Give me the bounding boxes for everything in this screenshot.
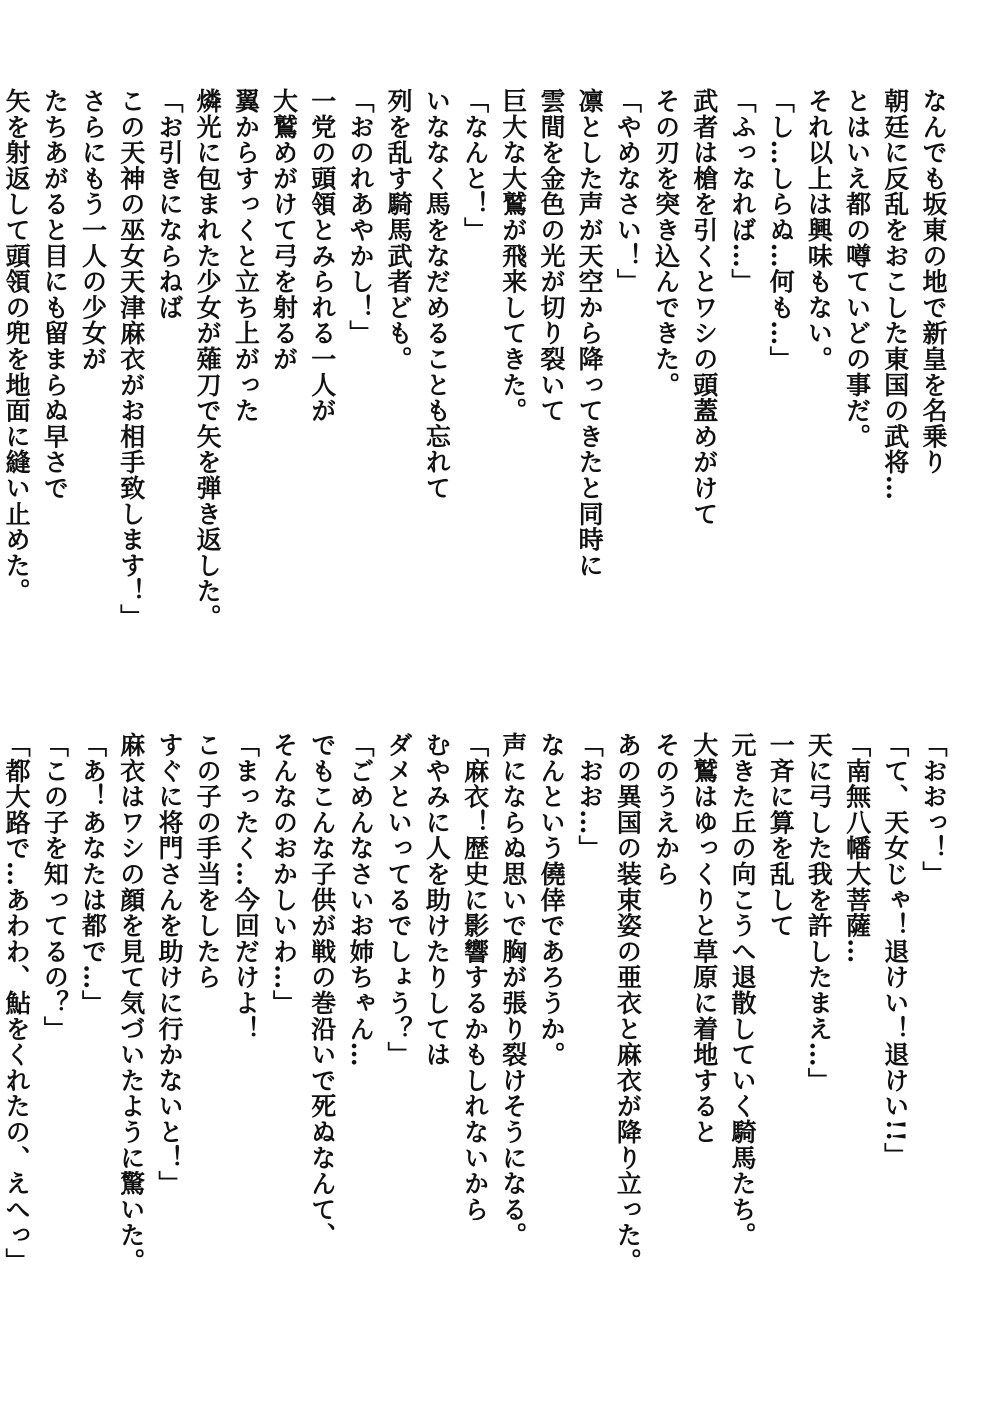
text-line: 翼からすっくと立ち上がった [231, 88, 261, 424]
text-line: 列を乱す騎馬武者ども。 [384, 88, 414, 372]
text-line: 「ごめんなさいお姉ちゃん… [345, 732, 375, 1068]
text-line: その刃を突き込んできた。 [651, 88, 681, 398]
text-line: この天神の巫女天津麻衣がお相手致します！」 [116, 88, 146, 630]
text-line: 「この子を知ってるの？」 [40, 732, 70, 1042]
text-line: 「し…しらぬ…何も…」 [766, 88, 796, 372]
text-line: でもこんな子供が戦の巻沿いで死ぬなんて、 [307, 732, 337, 1248]
text-line: 巨大な大鷲が飛来してきた。 [498, 88, 528, 424]
text-line: 「あ！あなたは都で…」 [78, 732, 108, 1016]
text-block-bottom [2, 732, 952, 1292]
text-line: なんという僥倖であろうか。 [536, 732, 566, 1068]
text-line: そのうえから [651, 732, 681, 887]
text-line: 麻衣はワシの顔を見て気づいたように驚いた。 [116, 732, 146, 1274]
text-line: 「まったく…今回だけよ！ [231, 732, 261, 1042]
text-line: 「お引きにならねば [154, 88, 184, 321]
text-line: そんなのおかしいわ…」 [269, 732, 299, 1016]
text-line: この子の手当をしたら [193, 732, 223, 990]
text-line: 「南無八幡大菩薩… [842, 732, 872, 965]
text-line: 朝廷に反乱をおこした東国の武将… [880, 88, 910, 501]
text-line: すぐに将門さんを助けに行かないと！」 [154, 732, 184, 1197]
text-line: 「麻衣！歴史に影響するかもしれないから [460, 732, 490, 1223]
text-line: さらにもう一人の少女が [78, 88, 108, 372]
text-line: 天に弓した我を許したまえ…」 [804, 732, 834, 1094]
text-line: 「ふっなれば…」 [727, 88, 757, 295]
text-block-top [2, 88, 952, 648]
text-line: なんでも坂東の地で新皇を名乗り [919, 88, 948, 475]
text-line: 「なんと！」 [460, 88, 490, 243]
text-line: あの異国の装束姿の亜衣と麻衣が降り立った。 [613, 732, 643, 1274]
text-line: 雲間を金色の光が切り裂いて [536, 88, 566, 424]
text-line: 矢を射返して頭領の兜を地面に縫い止めた。 [2, 88, 32, 604]
text-line: たちあがると目にも留まらぬ早さで [40, 88, 70, 501]
text-line: 「おお…」 [575, 732, 605, 861]
text-line: とはいえ都の噂ていどの事だ。 [842, 88, 872, 450]
text-line: 「て、天女じゃ！退けい！退けい!!」 [880, 732, 910, 1169]
text-line: 燐光に包まれた少女が薙刀で矢を弾き返した。 [193, 88, 223, 630]
text-line: 「おおっ！」 [919, 732, 948, 887]
text-line: むやみに人を助けたりしては [422, 732, 452, 1068]
text-line: 大鷲めがけて弓を射るが [269, 88, 299, 372]
text-line: 凛とした声が天空から降ってきたと同時に [575, 88, 605, 579]
text-line: 武者は槍を引くとワシの頭蓋めがけて [689, 88, 719, 527]
text-line: それ以上は興味もない。 [804, 88, 834, 372]
text-line: 一斉に算を乱して [766, 732, 796, 939]
text-line: 元きた丘の向こうへ退散していく騎馬たち。 [727, 732, 757, 1248]
text-line: 「都大路で…あわわ、鮎をくれたの、えへっ」 [2, 732, 32, 1274]
text-line: 「おのれあやかし！」 [345, 88, 375, 346]
text-line: いななく馬をなだめることも忘れて [422, 88, 452, 501]
text-line: 声にならぬ思いで胸が張り裂けそうになる。 [498, 732, 528, 1248]
text-line: 「やめなさい！」 [613, 88, 643, 295]
text-line: 大鷲はゆっくりと草原に着地すると [689, 732, 719, 1145]
text-line: ダメといってるでしょう？」 [384, 732, 414, 1068]
text-line: 一党の頭領とみられる一人が [307, 88, 337, 424]
